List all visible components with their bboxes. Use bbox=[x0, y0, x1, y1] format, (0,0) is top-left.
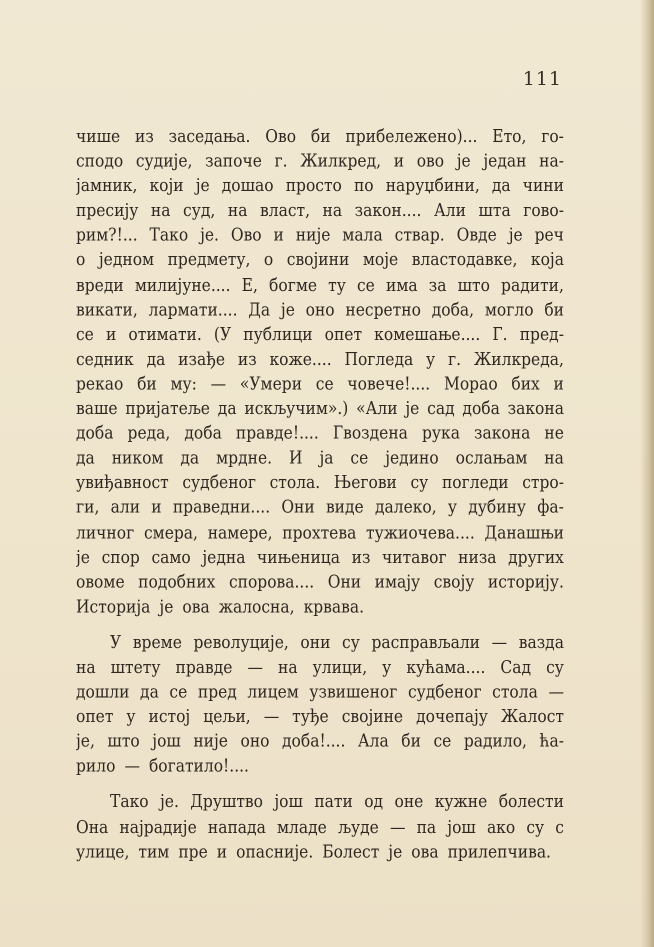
word: од bbox=[364, 792, 384, 813]
word: је. bbox=[160, 792, 179, 813]
word: на- bbox=[539, 150, 564, 172]
word: отимати. bbox=[128, 324, 202, 345]
word: ваше bbox=[76, 398, 118, 419]
word: коже.... bbox=[269, 348, 332, 370]
paragraph bbox=[76, 124, 564, 619]
text-line bbox=[76, 655, 564, 680]
word: радило, bbox=[463, 731, 527, 752]
word: седник bbox=[76, 348, 134, 370]
word: Ово bbox=[230, 225, 262, 246]
word: лармати.... bbox=[148, 299, 238, 320]
word: да bbox=[491, 175, 511, 196]
word: о bbox=[263, 249, 274, 271]
word: тужиочева.... bbox=[366, 522, 475, 543]
text-line bbox=[76, 754, 564, 779]
word: започе bbox=[205, 150, 262, 172]
word: улици, bbox=[312, 657, 368, 678]
word: напада bbox=[207, 816, 266, 837]
word: Ово bbox=[265, 126, 297, 147]
word: Тако bbox=[110, 792, 149, 813]
text-line bbox=[76, 124, 564, 149]
text-line bbox=[76, 520, 564, 545]
word: опет bbox=[324, 324, 363, 345]
word: је. bbox=[200, 225, 219, 246]
word: бих bbox=[511, 373, 540, 394]
word: је bbox=[159, 596, 174, 617]
word: — bbox=[124, 756, 140, 777]
word: ова bbox=[182, 596, 210, 617]
word: искључим».) bbox=[244, 398, 349, 419]
word: својине bbox=[341, 706, 404, 727]
word: пресију bbox=[76, 200, 139, 221]
word: несретно bbox=[345, 299, 421, 320]
word: подобних bbox=[138, 571, 216, 592]
word: Они bbox=[281, 497, 315, 518]
word: да bbox=[146, 348, 166, 370]
word: Данашњи bbox=[484, 522, 564, 543]
word: судбеног bbox=[182, 472, 256, 493]
word: дошао bbox=[221, 175, 274, 196]
word: му: bbox=[170, 373, 197, 394]
word: на bbox=[322, 200, 343, 221]
text-line bbox=[76, 704, 564, 729]
word: властодавке, bbox=[411, 249, 518, 271]
word: богатило!.... bbox=[148, 756, 249, 777]
word: је bbox=[280, 299, 295, 320]
word: из bbox=[351, 546, 371, 568]
word: — bbox=[263, 706, 280, 727]
word: и bbox=[105, 324, 117, 345]
word: — bbox=[548, 681, 564, 702]
word: радити, bbox=[501, 274, 564, 295]
word: цељи, bbox=[203, 706, 251, 727]
word: намере, bbox=[207, 522, 273, 543]
text-line bbox=[76, 470, 564, 495]
word: «Умери bbox=[239, 373, 303, 394]
word: ова bbox=[411, 841, 439, 862]
text-line bbox=[76, 322, 564, 347]
word: дочепају bbox=[416, 706, 488, 727]
text-line bbox=[76, 297, 564, 322]
word: Болест bbox=[322, 841, 380, 862]
word: једном bbox=[98, 249, 155, 271]
word: прибележено)... bbox=[345, 126, 478, 147]
word: Е, bbox=[241, 274, 258, 295]
word: го- bbox=[541, 126, 564, 147]
word: ту bbox=[328, 274, 346, 295]
word: који bbox=[149, 175, 184, 196]
word: вазда bbox=[518, 632, 564, 653]
word: да bbox=[140, 681, 159, 702]
word: је bbox=[195, 175, 210, 196]
word: ником bbox=[111, 447, 164, 469]
word: стола bbox=[492, 681, 538, 702]
word: човече!.... bbox=[347, 373, 431, 394]
word: и bbox=[273, 225, 284, 246]
word: сад bbox=[427, 398, 455, 419]
word: закон.... bbox=[354, 200, 422, 221]
word: у bbox=[426, 348, 436, 370]
word: Они bbox=[327, 571, 362, 592]
body-text bbox=[76, 124, 564, 864]
word: у bbox=[382, 657, 392, 678]
word: ослањам bbox=[455, 447, 528, 469]
word: праведни.... bbox=[172, 497, 271, 518]
word: опасније. bbox=[236, 841, 314, 862]
word: болести bbox=[498, 792, 564, 813]
word: се bbox=[433, 731, 452, 752]
text-line bbox=[76, 198, 564, 223]
text-line bbox=[76, 371, 564, 396]
word: је bbox=[405, 398, 420, 419]
word: опет bbox=[76, 706, 114, 727]
word: — bbox=[247, 657, 263, 678]
word: рекао bbox=[76, 373, 124, 394]
word: кужне bbox=[434, 792, 488, 813]
word: они bbox=[300, 632, 331, 653]
word: Историја bbox=[76, 596, 151, 617]
word: судије, bbox=[135, 150, 193, 172]
word: смера, bbox=[143, 522, 198, 543]
word: су bbox=[342, 632, 360, 653]
word: из bbox=[237, 348, 257, 370]
word: ствар. bbox=[394, 225, 445, 246]
word: с bbox=[555, 816, 564, 837]
word: али bbox=[110, 497, 141, 518]
word: би bbox=[310, 126, 331, 147]
word: Морао bbox=[443, 373, 498, 394]
word: би bbox=[401, 731, 421, 752]
word: која bbox=[530, 249, 564, 271]
text-line bbox=[76, 248, 564, 273]
word: расправљали bbox=[371, 632, 481, 653]
word: пред bbox=[197, 681, 237, 702]
word: правде!.... bbox=[235, 423, 319, 444]
word: се bbox=[76, 324, 94, 345]
word: младе bbox=[276, 816, 327, 837]
word: стро- bbox=[522, 472, 564, 493]
word: спор bbox=[101, 546, 140, 568]
word: судбеног bbox=[407, 681, 482, 702]
word: пати bbox=[314, 792, 353, 813]
word: и bbox=[216, 841, 228, 862]
text-line bbox=[76, 815, 564, 840]
word: — bbox=[389, 816, 406, 837]
word: доба bbox=[76, 423, 114, 444]
word: фа- bbox=[537, 497, 564, 518]
word: заседања. bbox=[168, 126, 251, 147]
word: да bbox=[217, 398, 237, 419]
word: милијуне.... bbox=[134, 274, 231, 295]
text-line bbox=[76, 790, 564, 815]
word: и bbox=[151, 497, 162, 518]
word: да bbox=[180, 447, 200, 469]
word: личног bbox=[76, 522, 135, 543]
word: доба bbox=[184, 423, 222, 444]
word: на bbox=[227, 200, 248, 221]
word: о bbox=[76, 249, 86, 271]
word: жалосна, bbox=[218, 596, 295, 617]
word: из bbox=[135, 126, 154, 147]
word: само bbox=[151, 546, 191, 568]
word: људе bbox=[337, 816, 379, 837]
word: штету bbox=[110, 657, 161, 678]
word: «Али bbox=[356, 398, 398, 419]
word: изађе bbox=[178, 348, 226, 370]
word: ово bbox=[416, 150, 445, 172]
word: су bbox=[410, 472, 429, 493]
word: — bbox=[491, 632, 508, 653]
word: је, bbox=[76, 731, 95, 752]
word: реда, bbox=[127, 423, 171, 444]
word: Она bbox=[76, 816, 109, 837]
word: није bbox=[193, 731, 228, 752]
word: У bbox=[110, 632, 122, 653]
word: викати, bbox=[76, 299, 138, 320]
word: би bbox=[544, 299, 564, 320]
word: најрадије bbox=[119, 816, 197, 837]
word: оно bbox=[305, 299, 335, 320]
word: у bbox=[126, 706, 136, 727]
paragraph-gap bbox=[76, 619, 564, 630]
word: доба, bbox=[431, 299, 475, 320]
word: увиђавност bbox=[76, 472, 169, 493]
word: далеко, bbox=[374, 497, 437, 518]
word: пре bbox=[178, 841, 208, 862]
text-line bbox=[76, 729, 564, 754]
word: низа bbox=[458, 546, 497, 568]
word: се bbox=[357, 274, 375, 295]
text-line bbox=[76, 594, 564, 619]
word: реч bbox=[534, 225, 564, 246]
word: Ето, bbox=[492, 126, 527, 147]
word: правде bbox=[175, 657, 233, 678]
word: прилепчива. bbox=[447, 841, 551, 862]
word: доба bbox=[462, 398, 500, 419]
word: за bbox=[428, 274, 447, 295]
word: и bbox=[393, 150, 405, 172]
paragraph bbox=[76, 790, 564, 864]
word: виде bbox=[325, 497, 364, 518]
word: историју. bbox=[487, 571, 564, 592]
word: је bbox=[388, 841, 403, 862]
word: Гвоздена bbox=[332, 423, 408, 444]
word: ги, bbox=[76, 497, 100, 518]
text-line bbox=[76, 680, 564, 705]
word: туђе bbox=[292, 706, 329, 727]
word: на bbox=[278, 657, 298, 678]
word: јамник, bbox=[76, 175, 138, 196]
word: истој bbox=[148, 706, 191, 727]
word: Погледа bbox=[344, 348, 414, 370]
text-line bbox=[76, 839, 564, 864]
word: Жилкреда, bbox=[473, 348, 564, 370]
word: ја bbox=[319, 447, 334, 469]
word: И bbox=[288, 447, 303, 469]
word: чише bbox=[76, 126, 121, 147]
word: гово- bbox=[523, 200, 564, 221]
word: Жалост bbox=[500, 706, 564, 727]
word: по bbox=[353, 175, 374, 196]
word: пред- bbox=[519, 324, 564, 345]
word: спорова.... bbox=[228, 571, 315, 592]
text-line bbox=[76, 495, 564, 520]
word: — bbox=[210, 373, 227, 394]
text-line bbox=[76, 421, 564, 446]
word: закона bbox=[474, 423, 531, 444]
word: просто bbox=[285, 175, 342, 196]
word: Овде bbox=[456, 225, 497, 246]
word: других bbox=[508, 546, 564, 568]
word: један bbox=[483, 150, 527, 172]
word: имају bbox=[374, 571, 421, 592]
word: је bbox=[76, 546, 90, 568]
word: рим?!... bbox=[76, 225, 138, 246]
word: закона bbox=[507, 398, 564, 419]
word: богме bbox=[269, 274, 318, 295]
word: предмету, bbox=[167, 249, 251, 271]
word: рило bbox=[76, 756, 116, 777]
word: па bbox=[416, 816, 437, 837]
word: и bbox=[553, 373, 564, 394]
word: Његови bbox=[333, 472, 397, 493]
word: оно bbox=[240, 731, 270, 752]
word: Да bbox=[248, 299, 271, 320]
word: још bbox=[152, 731, 181, 752]
text-line bbox=[76, 545, 564, 570]
word: власт, bbox=[260, 200, 310, 221]
word: на bbox=[544, 447, 564, 469]
word: улице, bbox=[76, 841, 130, 862]
word: Тако bbox=[149, 225, 189, 246]
word: се bbox=[350, 447, 369, 469]
word: комешање.... bbox=[374, 324, 481, 345]
word: погледи bbox=[441, 472, 509, 493]
word: кућама.... bbox=[406, 657, 486, 678]
word: стола. bbox=[269, 472, 321, 493]
word: Сад bbox=[500, 657, 532, 678]
word: доба!.... bbox=[282, 731, 346, 752]
word: су bbox=[526, 816, 545, 837]
word: ћа- bbox=[539, 731, 564, 752]
word: лицем bbox=[247, 681, 299, 702]
word: још bbox=[447, 816, 476, 837]
word: се bbox=[315, 373, 334, 394]
word: Али bbox=[433, 200, 466, 221]
word: дубину bbox=[468, 497, 527, 518]
word: узвишеног bbox=[309, 681, 398, 702]
word: време bbox=[132, 632, 182, 653]
word: на bbox=[150, 200, 171, 221]
word: мала bbox=[342, 225, 383, 246]
word: у bbox=[447, 497, 458, 518]
word: је bbox=[456, 150, 471, 172]
word: овоме bbox=[76, 571, 125, 592]
word: револуције, bbox=[193, 632, 289, 653]
word: би bbox=[137, 373, 157, 394]
word: једна bbox=[202, 546, 246, 568]
word: своју bbox=[433, 571, 475, 592]
word: је bbox=[508, 225, 523, 246]
word: Ала bbox=[357, 731, 389, 752]
text-line bbox=[76, 630, 564, 655]
word: Жилкред, bbox=[300, 150, 382, 172]
word: ако bbox=[486, 816, 516, 837]
word: мрдне. bbox=[216, 447, 273, 469]
word: крвава. bbox=[303, 596, 365, 617]
word: има bbox=[385, 274, 418, 295]
word: дошли bbox=[76, 681, 130, 702]
word: тим bbox=[138, 841, 170, 862]
word: чињеница bbox=[257, 546, 341, 568]
page-number: 111 bbox=[522, 68, 562, 90]
word: публици bbox=[243, 324, 313, 345]
text-line bbox=[76, 569, 564, 594]
word: оне bbox=[394, 792, 424, 813]
word: Друштво bbox=[190, 792, 263, 813]
word: рука bbox=[421, 423, 460, 444]
paragraph bbox=[76, 630, 564, 778]
text-line bbox=[76, 149, 564, 174]
word: пријатеље bbox=[125, 398, 210, 419]
word: суд, bbox=[183, 200, 216, 221]
word: на bbox=[76, 657, 96, 678]
text-line bbox=[76, 396, 564, 421]
word: не bbox=[544, 423, 564, 444]
word: наруџбини, bbox=[385, 175, 480, 196]
word: (У bbox=[213, 324, 232, 345]
text-line bbox=[76, 272, 564, 297]
page-edge-shadow bbox=[640, 0, 654, 947]
word: још bbox=[274, 792, 303, 813]
word: прохтева bbox=[282, 522, 357, 543]
word: што bbox=[457, 274, 490, 295]
word: чини bbox=[522, 175, 564, 196]
word: није bbox=[295, 225, 331, 246]
word: г. bbox=[447, 348, 462, 370]
word: вреди bbox=[76, 274, 124, 295]
word: читавог bbox=[382, 546, 447, 568]
word: својини bbox=[286, 249, 350, 271]
word: што bbox=[107, 731, 140, 752]
word: моје bbox=[362, 249, 399, 271]
word: се bbox=[169, 681, 188, 702]
word: г. bbox=[274, 150, 288, 172]
word: једино bbox=[385, 447, 439, 469]
text-line bbox=[76, 347, 564, 372]
word: су bbox=[546, 657, 564, 678]
word: Г. bbox=[492, 324, 508, 345]
word: сподо bbox=[76, 150, 124, 172]
word: могло bbox=[484, 299, 534, 320]
text-line bbox=[76, 173, 564, 198]
word: шта bbox=[478, 200, 511, 221]
word: да bbox=[76, 447, 95, 469]
text-line bbox=[76, 223, 564, 248]
paragraph-gap bbox=[76, 779, 564, 790]
text-line bbox=[76, 446, 564, 471]
